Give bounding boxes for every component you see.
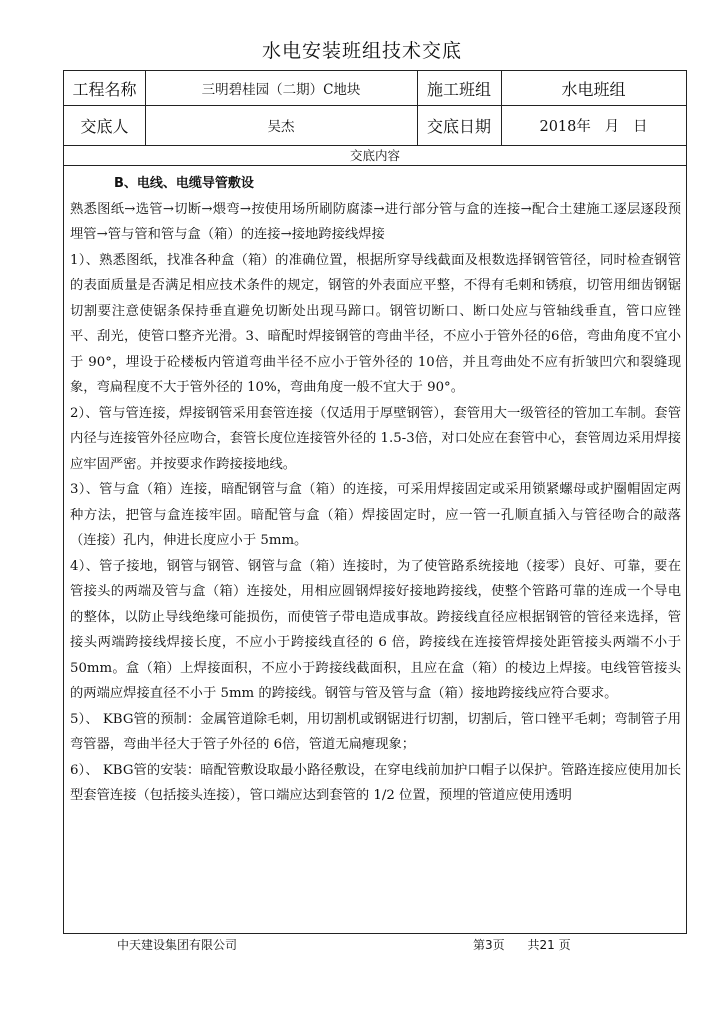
paragraph-2: 2）、管与管连接，焊接钢管采用套管连接（仅适用于厚壁钢管），套管用大一级管径的管加工车制。套管内径与连接管外径应吻合，套管长度位连接管外径的 1.5-3倍，对口处应在套管中心，套管周边采用焊接应牢固严密。并按要求作跨接接地线。 [70,405,681,472]
paragraph-3: 3）、管与盒（箱）连接，暗配钢管与盒（箱）的连接，可采用焊接固定或采用锁紧螺母或护圈帽固定两种方法，把管与盒连接牢固。暗配管与盒（箱）焊接固定时，应一管一孔顺直插入与管径吻合的敲落（连接）孔内，伸进长度应小于 5mm。 [70,482,681,548]
paragraph-4: 4）、管子接地，钢管与钢管、钢管与盒（箱）连接时，为了使管路系统接地（接零）良好、可靠，要在管接头的两端及管与盒（箱）连接处，用相应圆钢焊接好接地跨接线，使整个管路可靠的连成一个导电的整体，以防止导线绝缘可能损伤，而使管子带电造成事故。跨接线直径应根据钢管的管径来选择，管接头两端跨接线焊接长度，不应小于跨接线直径的 6 倍，跨接线在连接管焊接处距管接头两端不小于 50mm。盒（箱）上焊接面积，不应小于跨接线截面积，且应在盒（箱）的棱边上焊接。电线管管接头的两端应焊接直径不小于 5mm 的跨接线。钢管与管及管与盒（箱）接地跨接线应符合要求。 [70,558,681,701]
date-value: 2018年 月 日 [539,118,648,135]
paragraph-1: 1）、熟悉图纸，找准各种盒（箱）的准确位置，根据所穿导线截面及根数选择钢管管径，同时检查钢管的表面质量是否满足相应技术条件的规定，钢管的外表面应平整，不得有毛刺和锈痕，切管用细齿钢锯切割要注意使锯条保持垂直避免切断处出现马蹄口。钢管切断口、断口处应与管轴线垂直，管口应锉平、刮光，使管口整齐光滑。3、暗配时焊接钢管的弯曲半径，不应小于管外径的6倍，弯曲角度不宜小于 90°，埋设于砼楼板内管道弯曲半径不应小于管外径的 10倍，并且弯曲处不应有折皱凹穴和裂缝现象，弯扁程度不大于管外径的 10%，弯曲角度一般不宜大于 90°。 [70,252,681,395]
document-title: 水电安装班组技术交底 [261,40,462,62]
section-title: B、电线、电缆导管敷设 [114,176,254,191]
date-label: 交底日期 [426,116,491,136]
team-label: 施工班组 [426,79,491,99]
discloser-value: 吴杰 [267,119,295,135]
footer-page-info: 第3页 共21 页 [473,938,571,952]
page-footer [63,934,687,954]
discloser-label: 交底人 [80,116,129,136]
project-name-value: 三明碧桂园（二期）C地块 [201,82,361,98]
paragraph-6: 6）、 KBG管的安装：暗配管敷设取最小路径敷设，在穿电线前加护口帽子以保护。管路连接应使用加长型套管连接（包括接头连接），管口端应达到套管的 1/2 位置，预埋的管道应使用透明 [70,762,681,803]
row-divider [64,165,686,166]
footer-company: 中天建设集团有限公司 [117,938,238,952]
content-heading: 交底内容 [349,148,400,163]
disclosure-table [63,70,687,934]
team-value: 水电班组 [561,79,626,99]
project-name-label: 工程名称 [72,79,137,99]
paragraph-process-flow: 熟悉图纸→选管→切断→煨弯→按使用场所刷防腐漆→进行部分管与盒的连接→配合土建施工逐层逐段预埋管→管与管和管与盒（箱）的连接→接地跨接线焊接 [70,201,681,242]
paragraph-5: 5）、 KBG管的预制：金属管道除毛刺，用切割机或钢锯进行切割，切割后，管口锉平毛刺；弯制管子用弯管器，弯曲半径大于管子外径的 6倍，管道无扁瘪现象； [70,711,681,752]
disclosure-content [70,171,681,931]
